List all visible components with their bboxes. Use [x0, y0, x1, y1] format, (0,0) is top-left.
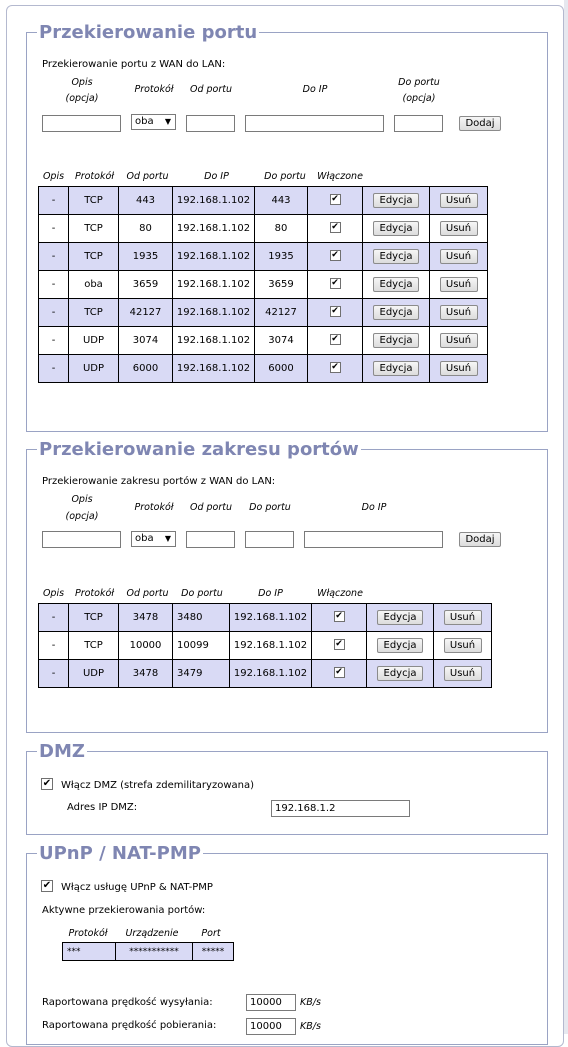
download-label: Raportowana prędkość pobierania:	[42, 1020, 217, 1031]
delete-button[interactable]: Usuń	[440, 277, 478, 292]
cell-wlaczone	[308, 243, 363, 271]
delete-button[interactable]: Usuń	[440, 221, 478, 236]
table-row	[39, 604, 492, 632]
col-od-portu: Od portu	[126, 171, 169, 182]
table-row	[63, 943, 234, 961]
chevron-down-icon: ▼	[164, 117, 171, 126]
upnp-cell-port: *****	[193, 943, 234, 961]
range-col-protokol: Protokół	[74, 588, 115, 599]
edit-button[interactable]: Edycja	[373, 221, 419, 236]
range-od-portu-input[interactable]	[186, 531, 235, 548]
enabled-checkbox[interactable]: ✔	[331, 277, 339, 288]
table-row	[39, 660, 492, 688]
cell-edit	[367, 660, 434, 688]
delete-button[interactable]: Usuń	[444, 610, 482, 625]
upnp-cell-urzadzenie: ***********	[116, 943, 193, 961]
cell-wlaczone	[308, 355, 363, 383]
edit-button[interactable]: Edycja	[373, 333, 419, 348]
cell-od-portu: 80	[119, 215, 173, 243]
protocol-select[interactable]: oba ▼	[131, 114, 176, 130]
upload-speed-input[interactable]	[246, 994, 296, 1011]
chevron-down-icon: ▼	[164, 534, 171, 543]
cell-opis: -	[39, 604, 69, 632]
edit-button[interactable]: Edycja	[377, 666, 423, 681]
delete-button[interactable]: Usuń	[440, 249, 478, 264]
range-add-button[interactable]: Dodaj	[459, 532, 501, 547]
range-opis-input[interactable]	[42, 531, 121, 548]
table-row	[39, 632, 492, 660]
cell-opis: -	[39, 271, 69, 299]
enabled-checkbox[interactable]: ✔	[335, 638, 343, 649]
cell-do-ip: 192.168.1.102	[173, 355, 255, 383]
cell-delete	[434, 632, 492, 660]
range-header-od-portu: Od portu	[189, 502, 233, 513]
range-col-do-ip: Do IP	[258, 588, 283, 599]
cell-do-portu: 42127	[255, 299, 308, 327]
header-opcja2: (opcja)	[402, 93, 436, 104]
cell-od-portu: 3478	[119, 660, 173, 688]
cell-protokol: UDP	[69, 355, 119, 383]
add-button[interactable]: Dodaj	[459, 116, 501, 131]
header-do-ip: Do IP	[302, 84, 328, 95]
cell-delete	[434, 604, 492, 632]
cell-edit	[363, 215, 430, 243]
cell-edit	[363, 271, 430, 299]
range-forward-title: Przekierowanie zakresu portów	[39, 439, 359, 460]
cell-od-portu: 3074	[119, 327, 173, 355]
enabled-checkbox[interactable]: ✔	[335, 610, 343, 621]
cell-wlaczone	[312, 632, 367, 660]
enabled-checkbox[interactable]: ✔	[331, 305, 339, 316]
table-row	[39, 327, 488, 355]
cell-edit	[363, 243, 430, 271]
cell-do-ip: 192.168.1.102	[230, 632, 312, 660]
edit-button[interactable]: Edycja	[377, 638, 423, 653]
delete-button[interactable]: Usuń	[444, 666, 482, 681]
col-protokol: Protokół	[74, 171, 115, 182]
cell-opis: -	[39, 243, 69, 271]
cell-do-ip: 192.168.1.102	[173, 299, 255, 327]
enabled-checkbox[interactable]: ✔	[331, 249, 339, 260]
dmz-enable-checkbox[interactable]: ✔	[42, 778, 52, 789]
cell-opis: -	[39, 215, 69, 243]
header-opcja: (opcja)	[65, 93, 99, 104]
cell-edit	[367, 604, 434, 632]
table-row	[39, 299, 488, 327]
dmz-ip-label: Adres IP DMZ:	[67, 802, 138, 813]
upnp-col-port: Port	[201, 928, 221, 939]
col-do-portu: Do portu	[264, 171, 306, 182]
download-unit: KB/s	[300, 1021, 321, 1032]
edit-button[interactable]: Edycja	[373, 249, 419, 264]
header-do-portu: Do portu	[398, 77, 440, 88]
header-od-portu: Od portu	[189, 84, 233, 95]
enabled-checkbox[interactable]: ✔	[331, 333, 339, 344]
cell-od-portu: 3478	[119, 604, 173, 632]
range-col-od-portu: Od portu	[126, 588, 169, 599]
cell-do-ip: 192.168.1.102	[173, 271, 255, 299]
cell-edit	[363, 299, 430, 327]
upnp-cell-protokol: ***	[63, 943, 116, 961]
cell-od-portu: 42127	[119, 299, 173, 327]
edit-button[interactable]: Edycja	[373, 277, 419, 292]
range-protocol-select[interactable]: oba ▼	[131, 531, 176, 547]
cell-do-portu: 1935	[255, 243, 308, 271]
cell-wlaczone	[308, 327, 363, 355]
table-row	[39, 355, 488, 383]
cell-od-portu: 3659	[119, 271, 173, 299]
upnp-title: UPnP / NAT-PMP	[39, 843, 201, 864]
cell-opis: -	[39, 355, 69, 383]
cell-od-portu: 1935	[119, 243, 173, 271]
cell-od-portu: 443	[119, 187, 173, 215]
range-header-do-portu: Do portu	[249, 502, 291, 513]
cell-edit	[363, 187, 430, 215]
cell-protokol: oba	[69, 271, 119, 299]
cell-od-portu: 10000	[119, 632, 173, 660]
cell-protokol: TCP	[69, 632, 119, 660]
table-row	[39, 271, 488, 299]
cell-delete	[430, 243, 488, 271]
table-row	[39, 187, 488, 215]
delete-button[interactable]: Usuń	[440, 333, 478, 348]
od-portu-input[interactable]	[186, 115, 235, 132]
delete-button[interactable]: Usuń	[440, 193, 478, 208]
cell-do-portu: 80	[255, 215, 308, 243]
cell-protokol: TCP	[69, 215, 119, 243]
cell-do-ip: 192.168.1.102	[173, 243, 255, 271]
cell-do-portu: 3480	[173, 604, 230, 632]
upload-label: Raportowana prędkość wysyłania:	[42, 997, 213, 1008]
cell-wlaczone	[308, 215, 363, 243]
edit-button[interactable]: Edycja	[373, 305, 419, 320]
do-ip-input[interactable]	[245, 115, 384, 132]
cell-wlaczone	[312, 604, 367, 632]
cell-delete	[430, 215, 488, 243]
cell-do-portu: 3479	[173, 660, 230, 688]
upnp-enable-label: Włącz usługę UPnP & NAT-PMP	[61, 882, 213, 893]
opis-input[interactable]	[42, 115, 121, 132]
cell-do-ip: 192.168.1.102	[230, 660, 312, 688]
range-header-opcja: (opcja)	[65, 511, 99, 522]
dmz-enable-label: Włącz DMZ (strefa zdemilitaryzowana)	[61, 780, 254, 791]
dmz-title: DMZ	[39, 741, 85, 762]
edit-button[interactable]: Edycja	[373, 193, 419, 208]
cell-delete	[430, 187, 488, 215]
range-col-wlaczone: Włączone	[317, 588, 363, 599]
dmz-ip-input[interactable]	[271, 800, 410, 817]
cell-protokol: UDP	[69, 660, 119, 688]
edit-button[interactable]: Edycja	[373, 361, 419, 376]
scrollbar[interactable]	[564, 0, 568, 1034]
delete-button[interactable]: Usuń	[440, 361, 478, 376]
cell-do-ip: 192.168.1.102	[173, 187, 255, 215]
enabled-checkbox[interactable]: ✔	[331, 361, 339, 372]
table-row	[39, 215, 488, 243]
cell-delete	[430, 327, 488, 355]
cell-do-portu: 6000	[255, 355, 308, 383]
cell-opis: -	[39, 299, 69, 327]
upnp-active-label: Aktywne przekierowania portów:	[42, 905, 206, 916]
range-col-do-portu: Do portu	[181, 588, 223, 599]
cell-do-ip: 192.168.1.102	[230, 604, 312, 632]
cell-delete	[434, 660, 492, 688]
col-do-ip: Do IP	[204, 171, 229, 182]
delete-button[interactable]: Usuń	[444, 638, 482, 653]
cell-wlaczone	[308, 299, 363, 327]
header-protokol: Protokół	[134, 84, 174, 95]
range-col-opis: Opis	[42, 588, 65, 599]
cell-wlaczone	[312, 660, 367, 688]
cell-delete	[430, 355, 488, 383]
cell-do-portu: 3074	[255, 327, 308, 355]
do-portu-input[interactable]	[394, 115, 443, 132]
cell-edit	[367, 632, 434, 660]
cell-protokol: TCP	[69, 604, 119, 632]
enabled-checkbox[interactable]: ✔	[335, 666, 343, 677]
edit-button[interactable]: Edycja	[377, 610, 423, 625]
range-forward-table	[38, 603, 492, 688]
port-forward-title: Przekierowanie portu	[39, 22, 258, 43]
cell-od-portu: 6000	[119, 355, 173, 383]
upnp-col-urzadzenie: Urządzenie	[125, 928, 179, 939]
delete-button[interactable]: Usuń	[440, 305, 478, 320]
download-speed-input[interactable]	[246, 1018, 296, 1035]
range-header-protokol: Protokół	[134, 502, 174, 513]
range-header-do-ip: Do IP	[361, 502, 387, 513]
cell-protokol: TCP	[69, 299, 119, 327]
cell-opis: -	[39, 327, 69, 355]
header-opis: Opis	[71, 77, 93, 88]
port-forward-desc: Przekierowanie portu z WAN do LAN:	[42, 59, 226, 70]
cell-protokol: TCP	[69, 187, 119, 215]
port-forward-table	[38, 186, 488, 383]
cell-protokol: UDP	[69, 327, 119, 355]
col-wlaczone: Włączone	[317, 171, 363, 182]
upnp-col-protokol: Protokół	[68, 928, 108, 939]
enabled-checkbox[interactable]: ✔	[331, 193, 339, 204]
upload-unit: KB/s	[300, 997, 321, 1008]
cell-do-portu: 10099	[173, 632, 230, 660]
cell-delete	[430, 299, 488, 327]
upnp-enable-checkbox[interactable]: ✔	[42, 880, 52, 891]
cell-do-ip: 192.168.1.102	[173, 215, 255, 243]
enabled-checkbox[interactable]: ✔	[331, 221, 339, 232]
cell-wlaczone	[308, 187, 363, 215]
range-do-ip-input[interactable]	[304, 531, 443, 548]
cell-protokol: TCP	[69, 243, 119, 271]
cell-do-portu: 3659	[255, 271, 308, 299]
col-opis: Opis	[42, 171, 65, 182]
cell-delete	[430, 271, 488, 299]
cell-opis: -	[39, 660, 69, 688]
cell-edit	[363, 355, 430, 383]
upnp-table	[62, 942, 234, 961]
cell-opis: -	[39, 187, 69, 215]
cell-edit	[363, 327, 430, 355]
range-header-opis: Opis	[71, 494, 93, 505]
table-row	[39, 243, 488, 271]
cell-opis: -	[39, 632, 69, 660]
cell-wlaczone	[308, 271, 363, 299]
cell-do-portu: 443	[255, 187, 308, 215]
range-forward-desc: Przekierowanie zakresu portów z WAN do LAN:	[42, 476, 276, 487]
range-do-portu-input[interactable]	[245, 531, 294, 548]
cell-do-ip: 192.168.1.102	[173, 327, 255, 355]
